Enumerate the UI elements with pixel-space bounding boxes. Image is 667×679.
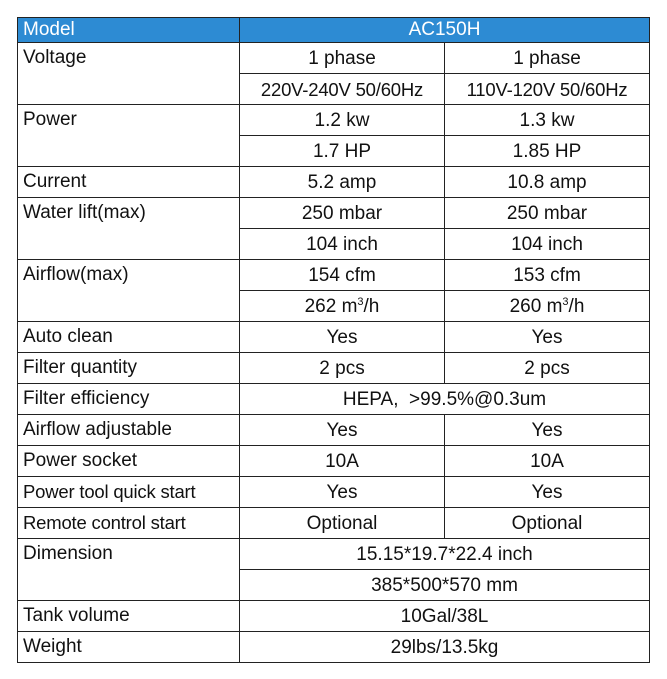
power-tool-quick-start-b: Yes — [445, 477, 650, 508]
voltage-phase-b: 1 phase — [445, 43, 650, 74]
header-model-name: AC150H — [240, 18, 650, 43]
airflow-adjustable-row — [18, 415, 650, 446]
filter-quantity-row — [18, 353, 650, 384]
airflow-m3h-b-num: 260 m — [509, 296, 563, 317]
power-socket-b: 10A — [445, 446, 650, 477]
airflow-adjustable-label: Airflow adjustable — [18, 415, 240, 446]
remote-control-start-b: Optional — [445, 508, 650, 539]
power-socket-a: 10A — [240, 446, 445, 477]
dimension-label: Dimension — [18, 539, 240, 601]
power-tool-quick-start-a: Yes — [240, 477, 445, 508]
current-a: 5.2 amp — [240, 167, 445, 198]
water-lift-inch-b: 104 inch — [445, 229, 650, 260]
remote-control-start-label: Remote control start — [18, 508, 240, 539]
water-lift-mbar-b: 250 mbar — [445, 198, 650, 229]
header-row — [18, 18, 650, 43]
filter-efficiency-value: HEPA, >99.5%@0.3um — [240, 384, 650, 415]
auto-clean-a: Yes — [240, 322, 445, 353]
remote-control-start-a: Optional — [240, 508, 445, 539]
filter-quantity-a: 2 pcs — [240, 353, 445, 384]
auto-clean-row — [18, 322, 650, 353]
dimension-mm: 385*500*570 mm — [240, 570, 650, 601]
power-kw-a: 1.2 kw — [240, 105, 445, 136]
power-row — [18, 105, 650, 136]
filter-quantity-b: 2 pcs — [445, 353, 650, 384]
current-row — [18, 167, 650, 198]
filter-quantity-label: Filter quantity — [18, 353, 240, 384]
airflow-cfm-a: 154 cfm — [240, 260, 445, 291]
airflow-adjustable-a: Yes — [240, 415, 445, 446]
power-tool-quick-start-row — [18, 477, 650, 508]
dimension-inch: 15.15*19.7*22.4 inch — [240, 539, 650, 570]
weight-row — [18, 632, 650, 663]
spec-table — [17, 17, 650, 663]
airflow-label: Airflow(max) — [18, 260, 240, 322]
airflow-m3h-a-unit: /h — [363, 296, 380, 317]
power-label: Power — [18, 105, 240, 167]
current-b: 10.8 amp — [445, 167, 650, 198]
water-lift-row — [18, 198, 650, 229]
voltage-label: Voltage — [18, 43, 240, 105]
tank-volume-label: Tank volume — [18, 601, 240, 632]
airflow-m3h-a-num: 262 m — [304, 296, 358, 317]
airflow-m3h-b — [445, 291, 650, 322]
weight-value: 29lbs/13.5kg — [240, 632, 650, 663]
airflow-m3h-b-sup: 3 — [562, 296, 569, 308]
auto-clean-label: Auto clean — [18, 322, 240, 353]
voltage-row — [18, 43, 650, 74]
voltage-range-b: 110V-120V 50/60Hz — [445, 74, 650, 105]
voltage-range-a: 220V-240V 50/60Hz — [240, 74, 445, 105]
power-kw-b: 1.3 kw — [445, 105, 650, 136]
remote-control-start-row — [18, 508, 650, 539]
airflow-cfm-b: 153 cfm — [445, 260, 650, 291]
water-lift-label: Water lift(max) — [18, 198, 240, 260]
tank-volume-row — [18, 601, 650, 632]
filter-efficiency-row — [18, 384, 650, 415]
power-socket-label: Power socket — [18, 446, 240, 477]
filter-efficiency-label: Filter efficiency — [18, 384, 240, 415]
water-lift-inch-a: 104 inch — [240, 229, 445, 260]
power-socket-row — [18, 446, 650, 477]
power-tool-quick-start-label: Power tool quick start — [18, 477, 240, 508]
voltage-phase-a: 1 phase — [240, 43, 445, 74]
airflow-adjustable-b: Yes — [445, 415, 650, 446]
dimension-row — [18, 539, 650, 570]
current-label: Current — [18, 167, 240, 198]
auto-clean-b: Yes — [445, 322, 650, 353]
tank-volume-value: 10Gal/38L — [240, 601, 650, 632]
airflow-m3h-b-unit: /h — [568, 296, 585, 317]
weight-label: Weight — [18, 632, 240, 663]
power-hp-a: 1.7 HP — [240, 136, 445, 167]
airflow-m3h-a — [240, 291, 445, 322]
airflow-m3h-a-sup: 3 — [357, 296, 364, 308]
header-model-label: Model — [18, 18, 240, 43]
water-lift-mbar-a: 250 mbar — [240, 198, 445, 229]
power-hp-b: 1.85 HP — [445, 136, 650, 167]
airflow-row — [18, 260, 650, 291]
